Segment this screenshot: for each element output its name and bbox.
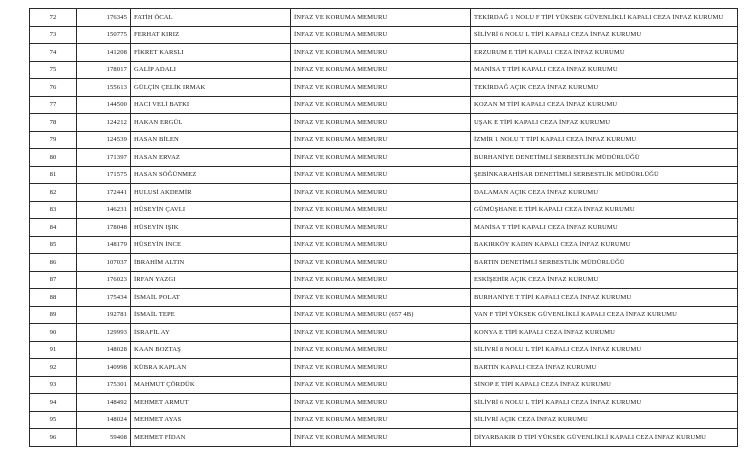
registry-number-cell: 146231 [77,201,131,219]
table-row [30,429,738,447]
registry-number-cell: 171397 [77,149,131,167]
registry-number-cell: 124212 [77,114,131,132]
assigned-unit-cell: SİLİVRİ 8 NOLU L TİPİ KAPALI CEZA İNFAZ KURUMU [471,341,738,359]
assigned-unit-cell: DALAMAN AÇIK CEZA İNFAZ KURUMU [471,184,738,202]
row-number-cell: 86 [30,254,77,272]
job-title-cell: İNFAZ VE KORUMA MEMURU [291,254,471,272]
assigned-unit-cell: BURHANİYE T TİPİ KAPALI CEZA İNFAZ KURUMU [471,289,738,307]
table-row [30,131,738,149]
assigned-unit-cell: MANİSA T TİPİ KAPALI CEZA İNFAZ KURUMU [471,219,738,237]
row-number-cell: 75 [30,61,77,79]
full-name-cell: KÜBRA KAPLAN [131,359,291,377]
table-row [30,114,738,132]
job-title-cell: İNFAZ VE KORUMA MEMURU [291,79,471,97]
row-number-cell: 83 [30,201,77,219]
table-row [30,79,738,97]
assigned-unit-cell: SİLİVRİ 6 NOLU L TİPİ KAPALI CEZA İNFAZ KURUMU [471,394,738,412]
job-title-cell: İNFAZ VE KORUMA MEMURU [291,394,471,412]
registry-number-cell: 178048 [77,219,131,237]
table-body [30,9,738,447]
full-name-cell: HASAN ERVAZ [131,149,291,167]
job-title-cell: İNFAZ VE KORUMA MEMURU [291,26,471,44]
full-name-cell: HACI VELİ BATKI [131,96,291,114]
job-title-cell: İNFAZ VE KORUMA MEMURU [291,219,471,237]
full-name-cell: MEHMET FİDAN [131,429,291,447]
job-title-cell: İNFAZ VE KORUMA MEMURU [291,376,471,394]
full-name-cell: FİKRET KARSLI [131,44,291,62]
table-row [30,306,738,324]
table-row [30,9,738,27]
job-title-cell: İNFAZ VE KORUMA MEMURU [291,114,471,132]
registry-number-cell: 148492 [77,394,131,412]
row-number-cell: 80 [30,149,77,167]
row-number-cell: 76 [30,79,77,97]
full-name-cell: FERHAT KIRIZ [131,26,291,44]
registry-number-cell: 175301 [77,376,131,394]
row-number-cell: 79 [30,131,77,149]
full-name-cell: HÜSEYİN ÇAVLI [131,201,291,219]
assigned-unit-cell: DİYARBAKIR D TİPİ YÜKSEK GÜVENLİKLİ KAPALI CEZA İNFAZ KURUMU [471,429,738,447]
row-number-cell: 85 [30,236,77,254]
job-title-cell: İNFAZ VE KORUMA MEMURU [291,271,471,289]
assigned-unit-cell: BARTIN DENETİMLİ SERBESTLİK MÜDÜRLÜĞÜ [471,254,738,272]
full-name-cell: GALİP ADALI [131,61,291,79]
table-row [30,61,738,79]
registry-number-cell: 175434 [77,289,131,307]
table-row [30,376,738,394]
full-name-cell: KAAN BOZTAŞ [131,341,291,359]
row-number-cell: 89 [30,306,77,324]
assigned-unit-cell: ŞEBİNKARAHİSAR DENETİMLİ SERBESTLİK MÜDÜRLÜĞÜ [471,166,738,184]
table-row [30,359,738,377]
row-number-cell: 93 [30,376,77,394]
job-title-cell: İNFAZ VE KORUMA MEMURU [291,166,471,184]
table-row [30,394,738,412]
table-row [30,341,738,359]
table-row [30,201,738,219]
job-title-cell: İNFAZ VE KORUMA MEMURU [291,96,471,114]
row-number-cell: 96 [30,429,77,447]
registry-number-cell: 172441 [77,184,131,202]
registry-number-cell: 144500 [77,96,131,114]
full-name-cell: HULUSİ AKDEMİR [131,184,291,202]
registry-number-cell: 155613 [77,79,131,97]
assigned-unit-cell: ESKİŞEHİR AÇIK CEZA İNFAZ KURUMU [471,271,738,289]
assigned-unit-cell: BURHANİYE DENETİMLİ SERBESTLİK MÜDÜRLÜĞÜ [471,149,738,167]
job-title-cell: İNFAZ VE KORUMA MEMURU [291,61,471,79]
registry-number-cell: 192781 [77,306,131,324]
row-number-cell: 88 [30,289,77,307]
full-name-cell: İSRAFİL AY [131,324,291,342]
assigned-unit-cell: KONYA E TİPİ KAPALI CEZA İNFAZ KURUMU [471,324,738,342]
assigned-unit-cell: TEKİRDAĞ AÇIK CEZA İNFAZ KURUMU [471,79,738,97]
table-row [30,44,738,62]
assigned-unit-cell: İZMİR 1 NOLU T TİPİ KAPALI CEZA İNFAZ KURUMU [471,131,738,149]
job-title-cell: İNFAZ VE KORUMA MEMURU [291,289,471,307]
table-row [30,149,738,167]
full-name-cell: HÜSEYİN İNCE [131,236,291,254]
table-row [30,236,738,254]
row-number-cell: 73 [30,26,77,44]
table-row [30,411,738,429]
job-title-cell: İNFAZ VE KORUMA MEMURU [291,131,471,149]
assigned-unit-cell: KOZAN M TİPİ KAPALI CEZA İNFAZ KURUMU [471,96,738,114]
full-name-cell: İBRAHİM ALTIN [131,254,291,272]
row-number-cell: 94 [30,394,77,412]
job-title-cell: İNFAZ VE KORUMA MEMURU [291,236,471,254]
assigned-unit-cell: MANİSA T TİPİ KAPALI CEZA İNFAZ KURUMU [471,61,738,79]
table-row [30,96,738,114]
table-row [30,219,738,237]
row-number-cell: 84 [30,219,77,237]
full-name-cell: MAHMUT ÇÖRDÜK [131,376,291,394]
registry-number-cell: 124539 [77,131,131,149]
job-title-cell: İNFAZ VE KORUMA MEMURU [291,184,471,202]
personnel-table [29,8,738,447]
assigned-unit-cell: SİLİVRİ AÇIK CEZA İNFAZ KURUMU [471,411,738,429]
registry-number-cell: 107037 [77,254,131,272]
table-row [30,254,738,272]
registry-number-cell: 148028 [77,341,131,359]
row-number-cell: 82 [30,184,77,202]
full-name-cell: HÜSEYİN IŞIK [131,219,291,237]
full-name-cell: FATİH ÖCAL [131,9,291,27]
row-number-cell: 92 [30,359,77,377]
full-name-cell: MEHMET ARMUT [131,394,291,412]
full-name-cell: HAKAN ERGÜL [131,114,291,132]
table-row [30,289,738,307]
registry-number-cell: 141208 [77,44,131,62]
registry-number-cell: 176023 [77,271,131,289]
row-number-cell: 87 [30,271,77,289]
registry-number-cell: 148024 [77,411,131,429]
row-number-cell: 74 [30,44,77,62]
job-title-cell: İNFAZ VE KORUMA MEMURU [291,44,471,62]
registry-number-cell: 171575 [77,166,131,184]
assigned-unit-cell: VAN F TİPİ YÜKSEK GÜVENLİKLİ KAPALI CEZA İNFAZ KURUMU [471,306,738,324]
registry-number-cell: 59408 [77,429,131,447]
assigned-unit-cell: UŞAK E TİPİ KAPALI CEZA İNFAZ KURUMU [471,114,738,132]
row-number-cell: 81 [30,166,77,184]
job-title-cell: İNFAZ VE KORUMA MEMURU [291,9,471,27]
job-title-cell: İNFAZ VE KORUMA MEMURU [291,149,471,167]
full-name-cell: HASAN BİLEN [131,131,291,149]
row-number-cell: 77 [30,96,77,114]
table-row [30,271,738,289]
registry-number-cell: 178017 [77,61,131,79]
job-title-cell: İNFAZ VE KORUMA MEMURU [291,359,471,377]
assigned-unit-cell: SİLİVRİ 6 NOLU L TİPİ KAPALI CEZA İNFAZ KURUMU [471,26,738,44]
assigned-unit-cell: SİNOP E TİPİ KAPALI CEZA İNFAZ KURUMU [471,376,738,394]
row-number-cell: 78 [30,114,77,132]
full-name-cell: İSMAİL POLAT [131,289,291,307]
registry-number-cell: 176345 [77,9,131,27]
registry-number-cell: 148179 [77,236,131,254]
job-title-cell: İNFAZ VE KORUMA MEMURU [291,324,471,342]
assigned-unit-cell: ERZURUM E TİPİ KAPALI CEZA İNFAZ KURUMU [471,44,738,62]
assigned-unit-cell: BAKIRKÖY KADIN KAPALI CEZA İNFAZ KURUMU [471,236,738,254]
registry-number-cell: 140998 [77,359,131,377]
row-number-cell: 90 [30,324,77,342]
full-name-cell: İRFAN YAZGI [131,271,291,289]
assigned-unit-cell: TEKİRDAĞ 1 NOLU F TİPİ YÜKSEK GÜVENLİKLİ KAPALI CEZA İNFAZ KURUMU [471,9,738,27]
job-title-cell: İNFAZ VE KORUMA MEMURU [291,341,471,359]
job-title-cell: İNFAZ VE KORUMA MEMURU [291,201,471,219]
table-row [30,166,738,184]
row-number-cell: 91 [30,341,77,359]
job-title-cell: İNFAZ VE KORUMA MEMURU [291,411,471,429]
table-row [30,184,738,202]
full-name-cell: HASAN SÖĞÜNMEZ [131,166,291,184]
registry-number-cell: 129993 [77,324,131,342]
table-row [30,26,738,44]
assigned-unit-cell: GÜMÜŞHANE E TİPİ KAPALI CEZA İNFAZ KURUMU [471,201,738,219]
table-row [30,324,738,342]
row-number-cell: 72 [30,9,77,27]
full-name-cell: GÜLÇİN ÇELİK IRMAK [131,79,291,97]
job-title-cell: İNFAZ VE KORUMA MEMURU [291,429,471,447]
full-name-cell: İSMAİL TEPE [131,306,291,324]
full-name-cell: MEHMET AYAS [131,411,291,429]
assigned-unit-cell: BARTIN KAPALI CEZA İNFAZ KURUMU [471,359,738,377]
registry-number-cell: 150775 [77,26,131,44]
job-title-cell: İNFAZ VE KORUMA MEMURU (657 4B) [291,306,471,324]
row-number-cell: 95 [30,411,77,429]
